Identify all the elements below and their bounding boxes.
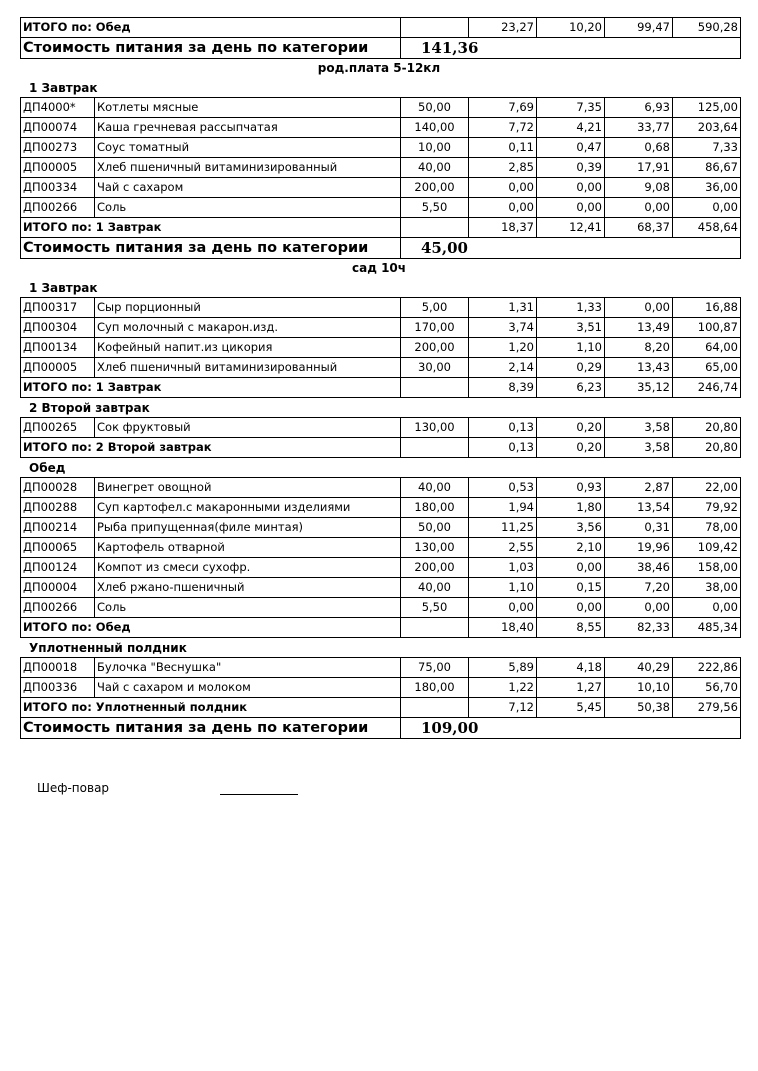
value-cell: 11,25: [469, 518, 537, 538]
value-cell: 7,12: [469, 698, 537, 718]
value-cell: 2,87: [605, 478, 673, 498]
value-cell: 2,14: [469, 358, 537, 378]
table-row: [21, 418, 741, 438]
value-cell: 3,51: [537, 318, 605, 338]
value-cell: 0,00: [673, 598, 741, 618]
value-cell: 0,39: [537, 158, 605, 178]
value-cell: 20,80: [673, 418, 741, 438]
value-cell: 38,00: [673, 578, 741, 598]
item-code: ДП4000*: [21, 98, 95, 118]
value-cell: 3,56: [537, 518, 605, 538]
value-cell: 0,15: [537, 578, 605, 598]
item-code: ДП00265: [21, 418, 95, 438]
table-row: [21, 518, 741, 538]
value-cell: 10,20: [537, 18, 605, 38]
qty-cell: [401, 618, 469, 638]
value-cell: 23,27: [469, 18, 537, 38]
value-cell: 86,67: [673, 158, 741, 178]
value-cell: 16,88: [673, 298, 741, 318]
item-code: ДП00005: [21, 158, 95, 178]
item-name: Чай с сахаром и молоком: [95, 678, 401, 698]
table-row: [21, 498, 741, 518]
value-cell: 33,77: [605, 118, 673, 138]
item-code: ДП00074: [21, 118, 95, 138]
table-row: [21, 338, 741, 358]
value-cell: 12,41: [537, 218, 605, 238]
item-name: Хлеб пшеничный витаминизированный: [95, 158, 401, 178]
section-title: род.плата 5-12кл: [317, 61, 441, 75]
value-cell: 0,00: [469, 178, 537, 198]
value-cell: 36,00: [673, 178, 741, 198]
value-cell: 79,92: [673, 498, 741, 518]
value-cell: 7,20: [605, 578, 673, 598]
value-cell: 17,91: [605, 158, 673, 178]
value-cell: 18,37: [469, 218, 537, 238]
value-cell: 78,00: [673, 518, 741, 538]
cost-value: 45,00: [401, 238, 741, 259]
qty-cell: 180,00: [401, 498, 469, 518]
item-name: Соль: [95, 598, 401, 618]
category-cost-row: [20, 37, 741, 59]
table-row: [21, 98, 741, 118]
qty-cell: [401, 218, 469, 238]
item-code: ДП00334: [21, 178, 95, 198]
cost-value: 109,00: [401, 718, 741, 739]
qty-cell: 50,00: [401, 518, 469, 538]
qty-cell: 5,50: [401, 598, 469, 618]
value-cell: 0,00: [537, 558, 605, 578]
value-cell: 158,00: [673, 558, 741, 578]
value-cell: 0,31: [605, 518, 673, 538]
value-cell: 99,47: [605, 18, 673, 38]
table-row: [21, 658, 741, 678]
cost-value: 141,36: [401, 38, 741, 59]
total-row: [21, 218, 741, 238]
table-row: [21, 298, 741, 318]
value-cell: 0,11: [469, 138, 537, 158]
qty-cell: 40,00: [401, 578, 469, 598]
meal-heading: 1 Завтрак: [29, 281, 98, 295]
value-cell: 1,20: [469, 338, 537, 358]
prev-total-table: [20, 17, 741, 38]
value-cell: 203,64: [673, 118, 741, 138]
value-cell: 0,93: [537, 478, 605, 498]
table-row: [21, 198, 741, 218]
item-code: ДП00124: [21, 558, 95, 578]
value-cell: 8,20: [605, 338, 673, 358]
value-cell: 3,58: [605, 438, 673, 458]
item-name: Компот из смеси сухофр.: [95, 558, 401, 578]
table-row: [21, 678, 741, 698]
meal-table: [20, 417, 741, 458]
value-cell: 1,03: [469, 558, 537, 578]
signature-line: [220, 794, 298, 795]
item-code: ДП00018: [21, 658, 95, 678]
total-row: [21, 698, 741, 718]
table-row: [21, 478, 741, 498]
value-cell: 56,70: [673, 678, 741, 698]
qty-cell: 200,00: [401, 558, 469, 578]
table-row: [21, 118, 741, 138]
qty-cell: 30,00: [401, 358, 469, 378]
value-cell: 125,00: [673, 98, 741, 118]
item-name: Суп молочный с макарон.изд.: [95, 318, 401, 338]
total-label: ИТОГО по: Обед: [21, 618, 401, 638]
total-label: ИТОГО по: Уплотненный полдник: [21, 698, 401, 718]
value-cell: 68,37: [605, 218, 673, 238]
qty-cell: 10,00: [401, 138, 469, 158]
value-cell: 0,00: [537, 598, 605, 618]
item-name: Хлеб ржано-пшеничный: [95, 578, 401, 598]
item-code: ДП00065: [21, 538, 95, 558]
qty-cell: 200,00: [401, 338, 469, 358]
value-cell: 590,28: [673, 18, 741, 38]
value-cell: 0,00: [673, 198, 741, 218]
item-name: Кофейный напит.из цикория: [95, 338, 401, 358]
category-cost-row: [20, 237, 741, 259]
item-name: Чай с сахаром: [95, 178, 401, 198]
value-cell: 2,85: [469, 158, 537, 178]
meal-heading: Обед: [29, 461, 66, 475]
value-cell: 1,33: [537, 298, 605, 318]
item-code: ДП00317: [21, 298, 95, 318]
value-cell: 9,08: [605, 178, 673, 198]
item-name: Соус томатный: [95, 138, 401, 158]
item-name: Сок фруктовый: [95, 418, 401, 438]
value-cell: 1,80: [537, 498, 605, 518]
value-cell: 3,74: [469, 318, 537, 338]
item-code: ДП00266: [21, 198, 95, 218]
item-name: Булочка "Веснушка": [95, 658, 401, 678]
value-cell: 50,38: [605, 698, 673, 718]
item-name: Каша гречневая рассыпчатая: [95, 118, 401, 138]
value-cell: 0,53: [469, 478, 537, 498]
value-cell: 109,42: [673, 538, 741, 558]
value-cell: 1,10: [469, 578, 537, 598]
value-cell: 0,20: [537, 418, 605, 438]
value-cell: 7,72: [469, 118, 537, 138]
item-code: ДП00134: [21, 338, 95, 358]
value-cell: 458,64: [673, 218, 741, 238]
value-cell: 4,21: [537, 118, 605, 138]
value-cell: 6,93: [605, 98, 673, 118]
qty-cell: 180,00: [401, 678, 469, 698]
value-cell: 0,47: [537, 138, 605, 158]
qty-cell: 75,00: [401, 658, 469, 678]
item-name: Винегрет овощной: [95, 478, 401, 498]
value-cell: 279,56: [673, 698, 741, 718]
value-cell: 5,89: [469, 658, 537, 678]
meal-table: [20, 297, 741, 398]
qty-cell: 40,00: [401, 478, 469, 498]
item-code: ДП00266: [21, 598, 95, 618]
value-cell: 35,12: [605, 378, 673, 398]
total-row: [21, 378, 741, 398]
item-code: ДП00288: [21, 498, 95, 518]
value-cell: 20,80: [673, 438, 741, 458]
item-code: ДП00005: [21, 358, 95, 378]
value-cell: 65,00: [673, 358, 741, 378]
value-cell: 10,10: [605, 678, 673, 698]
value-cell: 18,40: [469, 618, 537, 638]
table-row: [21, 158, 741, 178]
value-cell: 1,94: [469, 498, 537, 518]
value-cell: 7,69: [469, 98, 537, 118]
cost-label: Стоимость питания за день по категории: [21, 718, 401, 739]
qty-cell: 140,00: [401, 118, 469, 138]
value-cell: 0,29: [537, 358, 605, 378]
meal-heading: Уплотненный полдник: [29, 641, 187, 655]
value-cell: 13,49: [605, 318, 673, 338]
value-cell: 7,35: [537, 98, 605, 118]
section-title: сад 10ч: [351, 261, 407, 275]
value-cell: 0,68: [605, 138, 673, 158]
value-cell: 8,55: [537, 618, 605, 638]
value-cell: 22,00: [673, 478, 741, 498]
meal-table: [20, 97, 741, 238]
total-label: ИТОГО по: 1 Завтрак: [21, 378, 401, 398]
value-cell: 7,33: [673, 138, 741, 158]
item-name: Сыр порционный: [95, 298, 401, 318]
meal-heading: 2 Второй завтрак: [29, 401, 150, 415]
value-cell: 0,00: [605, 198, 673, 218]
table-row: [21, 538, 741, 558]
item-code: ДП00004: [21, 578, 95, 598]
table-row: [21, 178, 741, 198]
qty-cell: 130,00: [401, 418, 469, 438]
qty-cell: 5,50: [401, 198, 469, 218]
item-code: ДП00273: [21, 138, 95, 158]
table-row: [21, 138, 741, 158]
value-cell: 246,74: [673, 378, 741, 398]
value-cell: 0,13: [469, 438, 537, 458]
value-cell: 0,00: [469, 198, 537, 218]
table-row: [21, 558, 741, 578]
table-row: [21, 598, 741, 618]
cost-label: Стоимость питания за день по категории: [21, 238, 401, 259]
qty-cell: 170,00: [401, 318, 469, 338]
value-cell: 100,87: [673, 318, 741, 338]
item-name: Суп картофел.с макаронными изделиями: [95, 498, 401, 518]
value-cell: 4,18: [537, 658, 605, 678]
value-cell: 1,31: [469, 298, 537, 318]
category-cost-row: [20, 717, 741, 739]
value-cell: 2,55: [469, 538, 537, 558]
value-cell: 0,00: [537, 178, 605, 198]
meal-table: [20, 477, 741, 638]
qty-cell: [401, 378, 469, 398]
meal-table: [20, 657, 741, 718]
table-row: [21, 578, 741, 598]
qty-cell: [401, 698, 469, 718]
qty-cell: 50,00: [401, 98, 469, 118]
total-row: [21, 618, 741, 638]
item-name: Хлеб пшеничный витаминизированный: [95, 358, 401, 378]
total-label: ИТОГО по: Обед: [21, 18, 401, 38]
cost-label: Стоимость питания за день по категории: [21, 38, 401, 59]
value-cell: 13,54: [605, 498, 673, 518]
value-cell: 222,86: [673, 658, 741, 678]
value-cell: 1,22: [469, 678, 537, 698]
item-code: ДП00028: [21, 478, 95, 498]
value-cell: 2,10: [537, 538, 605, 558]
signature-label: Шеф-повар: [37, 781, 110, 795]
item-code: ДП00336: [21, 678, 95, 698]
value-cell: 0,00: [605, 298, 673, 318]
item-name: Соль: [95, 198, 401, 218]
value-cell: 3,58: [605, 418, 673, 438]
total-row: [21, 18, 741, 38]
item-name: Рыба припущенная(филе минтая): [95, 518, 401, 538]
qty-cell: [401, 18, 469, 38]
value-cell: 64,00: [673, 338, 741, 358]
qty-cell: 200,00: [401, 178, 469, 198]
value-cell: 1,27: [537, 678, 605, 698]
value-cell: 38,46: [605, 558, 673, 578]
item-name: Котлеты мясные: [95, 98, 401, 118]
item-name: Картофель отварной: [95, 538, 401, 558]
value-cell: 13,43: [605, 358, 673, 378]
qty-cell: 5,00: [401, 298, 469, 318]
value-cell: 8,39: [469, 378, 537, 398]
item-code: ДП00214: [21, 518, 95, 538]
value-cell: 0,00: [605, 598, 673, 618]
meal-heading: 1 Завтрак: [29, 81, 98, 95]
value-cell: 5,45: [537, 698, 605, 718]
qty-cell: 40,00: [401, 158, 469, 178]
value-cell: 0,00: [469, 598, 537, 618]
qty-cell: 130,00: [401, 538, 469, 558]
value-cell: 6,23: [537, 378, 605, 398]
table-row: [21, 318, 741, 338]
qty-cell: [401, 438, 469, 458]
value-cell: 0,20: [537, 438, 605, 458]
item-code: ДП00304: [21, 318, 95, 338]
total-row: [21, 438, 741, 458]
value-cell: 82,33: [605, 618, 673, 638]
table-row: [21, 358, 741, 378]
value-cell: 485,34: [673, 618, 741, 638]
value-cell: 40,29: [605, 658, 673, 678]
value-cell: 19,96: [605, 538, 673, 558]
value-cell: 1,10: [537, 338, 605, 358]
value-cell: 0,00: [537, 198, 605, 218]
total-label: ИТОГО по: 2 Второй завтрак: [21, 438, 401, 458]
total-label: ИТОГО по: 1 Завтрак: [21, 218, 401, 238]
value-cell: 0,13: [469, 418, 537, 438]
